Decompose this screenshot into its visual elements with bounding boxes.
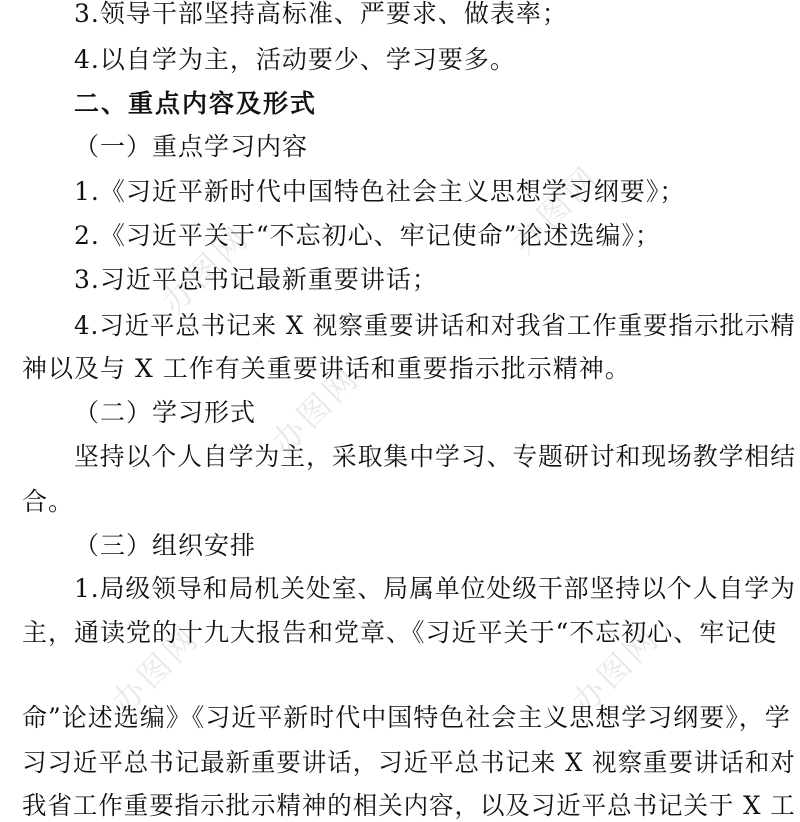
watermark: 办图网 [104,617,208,722]
section-heading: 二、重点内容及形式 [74,89,318,118]
subsection-heading: （三）组织安排 [74,531,257,560]
paragraph-line: 合。 [22,487,75,516]
subsection-heading: （二）学习形式 [74,398,257,427]
watermark: 办图网 [264,357,368,462]
paragraph-line: 1.局级领导和局机关处室、局属单位处级干部坚持以个人自学为 [74,574,796,603]
watermark: 办图网 [564,617,668,722]
paragraph-line: 神以及与 X 工作有关重要讲话和重要指示批示精神。 [22,354,631,383]
watermark: 办图网 [504,157,608,262]
subsection-heading: （一）重点学习内容 [74,132,309,161]
watermark: 办图网 [154,217,258,322]
paragraph-line: 主，通读党的十九大报告和党章、《习近平关于“不忘初心、牢记使 [22,618,778,647]
list-item: 3.领导干部坚持高标准、严要求、做表率； [74,0,568,28]
list-item: 4.以自学为主，活动要少、学习要多。 [74,45,516,74]
list-item: 2.《习近平关于“不忘初心、牢记使命”论述选编》； [74,221,661,250]
paragraph-line: 习习近平总书记最新重要讲话，习近平总书记来 X 视察重要讲话和对 [22,748,796,777]
paragraph-line: 我省工作重要指示批示精神的相关内容，以及习近平总书记关于 X 工 [22,791,796,820]
list-item: 4.习近平总书记来 X 视察重要讲话和对我省工作重要指示批示精 [74,311,796,340]
paragraph-line: 坚持以个人自学为主，采取集中学习、专题研讨和现场教学相结 [74,442,797,471]
list-item: 1.《习近平新时代中国特色社会主义思想学习纲要》； [74,177,686,206]
list-item: 3.习近平总书记最新重要讲话； [74,265,438,294]
paragraph-line: 命”论述选编》《习近平新时代中国特色社会主义思想学习纲要》，学 [22,703,791,732]
